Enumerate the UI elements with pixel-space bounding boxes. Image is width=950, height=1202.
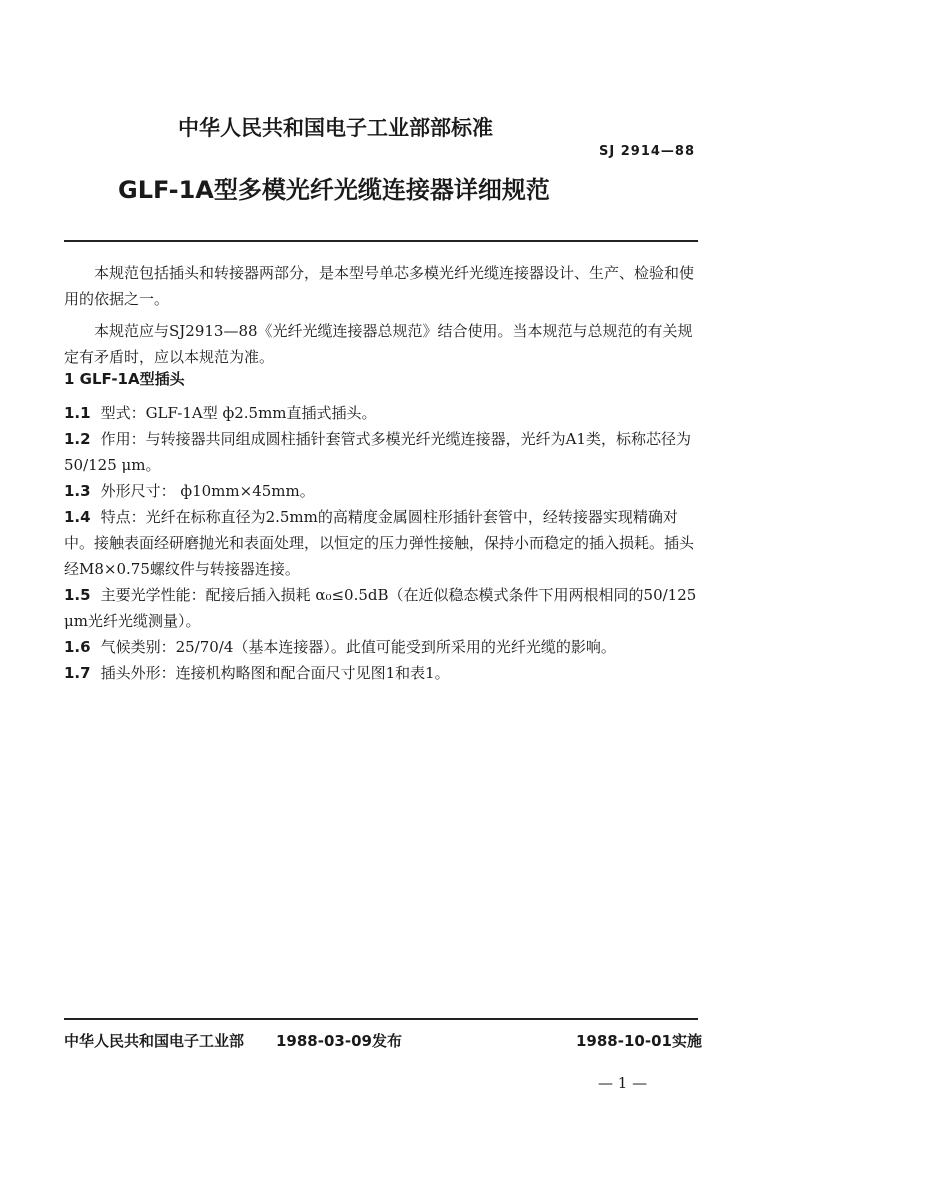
- clause-1-3: 1.3 外形尺寸： ф10mm×45mm。: [64, 482, 315, 500]
- clause-1-5: 1.5 主要光学性能：配接后插入损耗 α₀≤0.5dB（在近似稳态模式条件下用两根相同的50/125 μm光纤光缆测量）。: [64, 586, 697, 630]
- clause-1-6: 1.6 气候类别：25/70/4（基本连接器）。此值可能受到所采用的光纤光缆的影响。: [64, 638, 616, 656]
- header-rule: [64, 240, 698, 242]
- clause-1-7: 1.7 插头外形：连接机构略图和配合面尺寸见图1和表1。: [64, 664, 450, 682]
- footer-rule: [64, 1018, 698, 1020]
- intro-paragraph-2: 本规范应与SJ2913—88《光纤光缆连接器总规范》结合使用。当本规范与总规范的有关规定有矛盾时，应以本规范为准。: [64, 322, 693, 366]
- clause-1-1: 1.1 型式：GLF-1A型 ф2.5mm直插式插头。: [64, 404, 377, 422]
- footer-issuer: 中华人民共和国电子工业部: [64, 1032, 245, 1050]
- footer-effective-date: 1988-10-01实施: [576, 1032, 702, 1050]
- page-number: — 1 —: [598, 1074, 648, 1092]
- footer-issue-date: 1988-03-09发布: [276, 1032, 402, 1050]
- standard-code: SJ 2914—88: [599, 144, 695, 159]
- document-title: GLF-1A型多模光纤光缆连接器详细规范: [118, 176, 550, 204]
- section-1-items: [64, 400, 704, 686]
- intro-section: [64, 260, 704, 370]
- clause-1-2: 1.2 作用：与转接器共同组成圆柱插针套管式多模光纤光缆连接器，光纤为A1类，标称芯径为50/125 μm。: [64, 430, 691, 474]
- section-1-heading: 1 GLF-1A型插头: [64, 370, 185, 388]
- clause-1-4: 1.4 特点：光纤在标称直径为2.5mm的高精度金属圆柱形插针套管中，经转接器实现精确对中。接触表面经研磨抛光和表面处理，以恒定的压力弹性接触，保持小而稳定的插入损耗。插头经M8×0.75螺纹件与转接器连接。: [64, 508, 695, 578]
- intro-paragraph-1: 本规范包括插头和转接器两部分，是本型号单芯多模光纤光缆连接器设计、生产、检验和使用的依据之一。: [64, 264, 695, 308]
- issuing-authority-heading: 中华人民共和国电子工业部部标准: [178, 116, 493, 140]
